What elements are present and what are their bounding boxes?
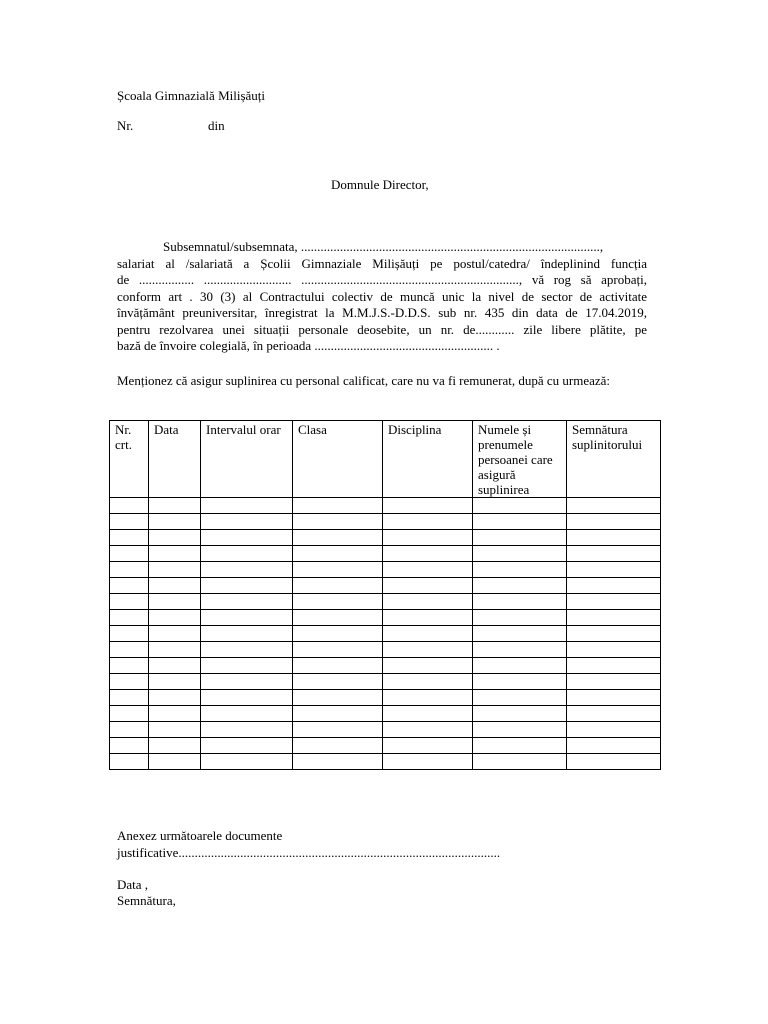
column-header-data: Data — [149, 421, 201, 498]
table-cell[interactable] — [293, 706, 383, 722]
annex-line-1: Anexez următoarele documente — [117, 828, 283, 843]
table-cell[interactable] — [201, 578, 293, 594]
body-line-6: pentru rezolvarea unei situații personale deosebite, un nr. de............ zile libere plătite, pe — [117, 322, 647, 337]
body-line-2: salariat al /salariată a Școlii Gimnaziale Milișăuți pe postul/catedra/ îndeplinind funcția — [117, 256, 647, 271]
table-row — [110, 610, 661, 626]
table-cell[interactable] — [149, 754, 201, 770]
table-cell[interactable] — [110, 626, 149, 642]
table-cell[interactable] — [473, 674, 567, 690]
mention-paragraph: Menționez că asigur suplinirea cu personal calificat, care nu va fi remunerat, după cu urmează: — [117, 373, 611, 388]
column-header-nume-suplinitor: Numele și prenumele persoanei care asigură suplinirea — [473, 421, 567, 498]
table-cell[interactable] — [201, 498, 293, 514]
table-cell[interactable] — [383, 498, 473, 514]
table-cell[interactable] — [201, 610, 293, 626]
table-cell[interactable] — [149, 610, 201, 626]
table-cell[interactable] — [383, 514, 473, 530]
table-cell[interactable] — [149, 658, 201, 674]
table-cell[interactable] — [201, 562, 293, 578]
table-cell[interactable] — [201, 722, 293, 738]
body-line-1: Subsemnatul/subsemnata, ............................................................................................, — [163, 239, 604, 254]
table-cell[interactable] — [201, 514, 293, 530]
table-cell[interactable] — [567, 674, 661, 690]
table-row — [110, 706, 661, 722]
table-cell[interactable] — [383, 642, 473, 658]
table-cell[interactable] — [110, 738, 149, 754]
date-label: Data , — [117, 877, 149, 892]
table-cell[interactable] — [149, 626, 201, 642]
table-cell[interactable] — [567, 530, 661, 546]
table-cell[interactable] — [293, 514, 383, 530]
table-cell[interactable] — [110, 706, 149, 722]
table-cell[interactable] — [110, 754, 149, 770]
table-cell[interactable] — [201, 530, 293, 546]
registration-number-label: Nr. — [117, 118, 134, 133]
table-cell[interactable] — [201, 738, 293, 754]
table-cell[interactable] — [110, 546, 149, 562]
table-cell[interactable] — [567, 562, 661, 578]
table-cell[interactable] — [383, 610, 473, 626]
table-cell[interactable] — [201, 690, 293, 706]
table-cell[interactable] — [110, 594, 149, 610]
table-cell[interactable] — [110, 610, 149, 626]
table-cell[interactable] — [383, 578, 473, 594]
table-cell[interactable] — [110, 514, 149, 530]
annex-line-2: justificative................................................................................................... — [117, 845, 501, 860]
table-cell[interactable] — [473, 594, 567, 610]
body-line-3: de ................. ........................... ..................................................................., vă rog să aprobați, — [117, 272, 647, 287]
column-header-disciplina: Disciplina — [383, 421, 473, 498]
table-cell[interactable] — [110, 498, 149, 514]
table-cell[interactable] — [201, 706, 293, 722]
column-header-semnatura: Semnătura suplinitorului — [567, 421, 661, 498]
table-row — [110, 722, 661, 738]
table-cell[interactable] — [110, 690, 149, 706]
table-header-row — [110, 421, 661, 498]
table-cell[interactable] — [567, 594, 661, 610]
registration-date-label: din — [208, 118, 225, 133]
table-cell[interactable] — [201, 658, 293, 674]
table-row — [110, 690, 661, 706]
table-cell[interactable] — [149, 642, 201, 658]
table-cell[interactable] — [567, 498, 661, 514]
table-cell[interactable] — [473, 690, 567, 706]
table-row — [110, 578, 661, 594]
table-cell[interactable] — [149, 498, 201, 514]
table-cell[interactable] — [473, 626, 567, 642]
table-cell[interactable] — [293, 594, 383, 610]
table-cell[interactable] — [110, 530, 149, 546]
table-cell[interactable] — [149, 514, 201, 530]
column-header-clasa: Clasa — [293, 421, 383, 498]
table-cell[interactable] — [567, 642, 661, 658]
table-cell[interactable] — [110, 674, 149, 690]
table-cell[interactable] — [201, 754, 293, 770]
table-row — [110, 594, 661, 610]
table-row — [110, 658, 661, 674]
table-cell[interactable] — [473, 562, 567, 578]
table-cell[interactable] — [473, 530, 567, 546]
table-cell[interactable] — [473, 706, 567, 722]
table-row — [110, 674, 661, 690]
table-cell[interactable] — [149, 530, 201, 546]
column-header-interval-orar: Intervalul orar — [201, 421, 293, 498]
table-cell[interactable] — [201, 626, 293, 642]
table-cell[interactable] — [201, 642, 293, 658]
table-cell[interactable] — [567, 658, 661, 674]
school-name: Școala Gimnazială Milișăuți — [117, 88, 266, 103]
table-cell[interactable] — [201, 546, 293, 562]
substitution-table — [109, 420, 661, 770]
table-cell[interactable] — [293, 530, 383, 546]
table-cell[interactable] — [383, 594, 473, 610]
table-row — [110, 754, 661, 770]
table-cell[interactable] — [149, 706, 201, 722]
table-cell[interactable] — [567, 626, 661, 642]
table-cell[interactable] — [383, 626, 473, 642]
table-cell[interactable] — [149, 578, 201, 594]
table-body — [110, 498, 661, 770]
table-cell[interactable] — [293, 722, 383, 738]
table-cell[interactable] — [293, 562, 383, 578]
table-cell[interactable] — [567, 546, 661, 562]
table-cell[interactable] — [293, 626, 383, 642]
table-cell[interactable] — [567, 722, 661, 738]
table-cell[interactable] — [567, 738, 661, 754]
table-cell[interactable] — [110, 642, 149, 658]
table-cell[interactable] — [201, 674, 293, 690]
substitution-table-container — [109, 420, 660, 770]
table-cell[interactable] — [567, 690, 661, 706]
table-row — [110, 498, 661, 514]
table-cell[interactable] — [383, 530, 473, 546]
table-cell[interactable] — [473, 578, 567, 594]
table-cell[interactable] — [149, 722, 201, 738]
table-cell[interactable] — [473, 546, 567, 562]
table-cell[interactable] — [149, 690, 201, 706]
table-cell[interactable] — [149, 594, 201, 610]
table-cell[interactable] — [383, 674, 473, 690]
table-cell[interactable] — [149, 674, 201, 690]
table-cell[interactable] — [110, 722, 149, 738]
table-cell[interactable] — [201, 594, 293, 610]
table-cell[interactable] — [473, 722, 567, 738]
table-cell[interactable] — [293, 642, 383, 658]
table-cell[interactable] — [293, 690, 383, 706]
table-cell[interactable] — [473, 738, 567, 754]
body-line-5: învățământ preuniversitar, înregistrat la M.M.J.S.-D.D.S. sub nr. 435 din data de 17.04.2019, — [117, 305, 647, 320]
table-cell[interactable] — [567, 754, 661, 770]
table-cell[interactable] — [293, 498, 383, 514]
table-cell[interactable] — [383, 562, 473, 578]
table-cell[interactable] — [473, 754, 567, 770]
table-cell[interactable] — [110, 658, 149, 674]
table-cell[interactable] — [293, 674, 383, 690]
table-cell[interactable] — [383, 738, 473, 754]
body-line-4: conform art . 30 (3) al Contractului colectiv de muncă unic la nivel de sector de activitate — [117, 289, 647, 304]
signature-label: Semnătura, — [117, 893, 176, 908]
table-cell[interactable] — [293, 738, 383, 754]
table-cell[interactable] — [473, 514, 567, 530]
table-cell[interactable] — [293, 754, 383, 770]
table-cell[interactable] — [383, 690, 473, 706]
table-cell[interactable] — [567, 514, 661, 530]
table-cell[interactable] — [383, 706, 473, 722]
table-cell[interactable] — [473, 642, 567, 658]
table-cell[interactable] — [473, 498, 567, 514]
table-cell[interactable] — [110, 562, 149, 578]
table-cell[interactable] — [149, 546, 201, 562]
table-cell[interactable] — [567, 578, 661, 594]
table-cell[interactable] — [383, 658, 473, 674]
table-cell[interactable] — [473, 610, 567, 626]
table-cell[interactable] — [149, 562, 201, 578]
table-cell[interactable] — [383, 722, 473, 738]
table-row — [110, 626, 661, 642]
table-row — [110, 546, 661, 562]
table-cell[interactable] — [293, 546, 383, 562]
table-cell[interactable] — [473, 658, 567, 674]
table-cell[interactable] — [567, 706, 661, 722]
column-header-nr-crt: Nr. crt. — [110, 421, 149, 498]
body-line-7: bază de învoire colegială, în perioada ....................................................... . — [117, 338, 500, 353]
table-cell[interactable] — [293, 578, 383, 594]
table-cell[interactable] — [293, 610, 383, 626]
table-row — [110, 738, 661, 754]
salutation: Domnule Director, — [331, 177, 429, 192]
table-row — [110, 562, 661, 578]
table-cell[interactable] — [293, 658, 383, 674]
table-cell[interactable] — [110, 578, 149, 594]
table-cell[interactable] — [567, 610, 661, 626]
table-cell[interactable] — [383, 546, 473, 562]
table-row — [110, 642, 661, 658]
table-row — [110, 530, 661, 546]
table-cell[interactable] — [383, 754, 473, 770]
table-row — [110, 514, 661, 530]
table-cell[interactable] — [149, 738, 201, 754]
